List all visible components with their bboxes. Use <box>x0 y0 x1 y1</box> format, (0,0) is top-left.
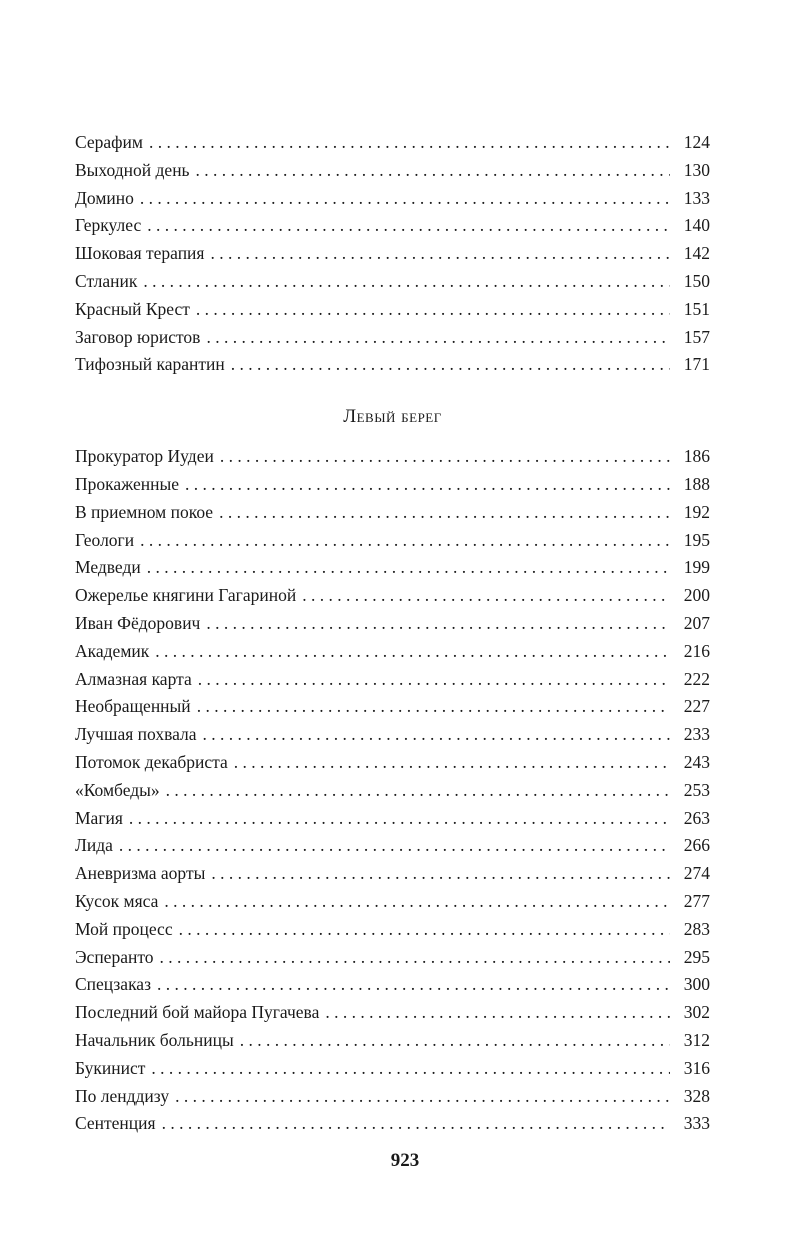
toc-entry <box>75 693 710 721</box>
dot-leader <box>240 1027 670 1055</box>
toc-entry <box>75 554 710 582</box>
toc-entry-title: Начальник больницы <box>75 1029 234 1050</box>
dot-leader <box>143 268 670 296</box>
toc-entry-page: 277 <box>683 890 710 911</box>
toc-entry <box>75 1027 710 1055</box>
toc-entry-title: Геологи <box>75 529 135 550</box>
toc-entry-title: Ожерелье княгини Гагариной <box>75 585 297 606</box>
toc-entry-title: Кусок мяса <box>75 890 159 911</box>
toc-entry-page: 171 <box>683 354 710 375</box>
toc-entry <box>75 888 710 916</box>
toc-entry-title: Заговор юристов <box>75 326 201 347</box>
toc-entry <box>75 185 710 213</box>
toc-entry <box>75 916 710 944</box>
dot-leader <box>196 296 670 324</box>
dot-leader <box>166 777 670 805</box>
dot-leader <box>179 916 670 944</box>
dot-leader <box>231 351 670 379</box>
toc-entry <box>75 1055 710 1083</box>
toc-entry <box>75 268 710 296</box>
toc-entry-page: 263 <box>683 807 710 828</box>
dot-leader <box>185 471 670 499</box>
dot-leader <box>234 749 670 777</box>
toc-entry-title: Медведи <box>75 557 141 578</box>
toc-entry-page: 199 <box>683 557 710 578</box>
toc-entry-page: 151 <box>683 298 710 319</box>
toc-entry-title: Серафим <box>75 132 143 152</box>
toc-entry-page: 150 <box>683 270 710 291</box>
toc-entry-page: 300 <box>683 974 710 995</box>
toc-list-part1 <box>75 129 710 379</box>
toc-entry <box>75 129 710 157</box>
toc-entry <box>75 805 710 833</box>
dot-leader <box>203 721 670 749</box>
toc-entry-title: Красный Крест <box>75 298 190 319</box>
dot-leader <box>149 129 670 157</box>
dot-leader <box>206 324 670 352</box>
toc-entry-title: Лида <box>75 835 113 856</box>
dot-leader <box>325 999 670 1027</box>
toc-entry-title: Прокаженные <box>75 473 180 494</box>
toc-entry-title: Букинист <box>75 1057 146 1078</box>
toc-entry <box>75 527 710 555</box>
toc-entry-page: 333 <box>683 1113 710 1134</box>
toc-entry-title: Аневризма аорты <box>75 863 206 884</box>
toc-entry-title: Тифозный карантин <box>75 354 225 375</box>
toc-entry-page: 253 <box>683 779 710 800</box>
toc-entry-page: 266 <box>683 835 710 856</box>
dot-leader <box>211 860 670 888</box>
toc-entry-title: Последний бой майора Пугачева <box>75 1002 320 1023</box>
toc-entry <box>75 212 710 240</box>
toc-entry-page: 157 <box>683 326 710 347</box>
dot-leader <box>219 499 670 527</box>
dot-leader <box>302 582 670 610</box>
toc-entry <box>75 296 710 324</box>
dot-leader <box>147 554 670 582</box>
dot-leader <box>162 1110 670 1138</box>
toc-entry <box>75 443 710 471</box>
toc-entry-title: Стланик <box>75 270 138 291</box>
toc-entry-page: 207 <box>683 612 710 633</box>
toc-entry-page: 188 <box>683 473 710 494</box>
toc-entry <box>75 944 710 972</box>
toc-entry <box>75 1083 710 1111</box>
toc-entry-page: 186 <box>683 446 710 467</box>
toc-entry <box>75 999 710 1027</box>
toc-entry-title: Эсперанто <box>75 946 154 967</box>
dot-leader <box>160 944 670 972</box>
toc-entry <box>75 471 710 499</box>
toc-entry <box>75 777 710 805</box>
toc-entry-page: 295 <box>683 946 710 967</box>
dot-leader <box>129 805 670 833</box>
dot-leader <box>196 157 670 185</box>
dot-leader <box>210 240 670 268</box>
toc-entry-title: Выходной день <box>75 159 190 180</box>
dot-leader <box>206 610 670 638</box>
section-heading: Левый берег <box>343 406 442 428</box>
toc-entry-page: 233 <box>683 724 710 745</box>
toc-entry-page: 302 <box>683 1002 710 1023</box>
dot-leader <box>155 638 670 666</box>
toc-entry-page: 140 <box>683 215 710 236</box>
toc-entry <box>75 324 710 352</box>
dot-leader <box>140 185 670 213</box>
toc-entry-page: 133 <box>683 187 710 208</box>
toc-entry-page: 216 <box>683 640 710 661</box>
toc-entry-title: Магия <box>75 807 123 828</box>
toc-entry-title: Алмазная карта <box>75 668 192 689</box>
toc-entry-page: 200 <box>683 585 710 606</box>
toc-entry-title: Домино <box>75 187 134 208</box>
dot-leader <box>151 1055 670 1083</box>
toc-entry-title: Спецзаказ <box>75 974 151 995</box>
dot-leader <box>198 666 670 694</box>
toc-entry <box>75 610 710 638</box>
toc-entry-page: 328 <box>683 1085 710 1106</box>
toc-entry <box>75 582 710 610</box>
toc-entry-page: 130 <box>683 159 710 180</box>
dot-leader <box>140 527 670 555</box>
toc-entry-title: В приемном покое <box>75 501 214 522</box>
dot-leader <box>197 693 670 721</box>
toc-entry <box>75 971 710 999</box>
toc-entry-page: 142 <box>683 243 710 264</box>
toc-entry-title: Шоковая терапия <box>75 243 205 264</box>
toc-entry-page: 274 <box>683 863 710 884</box>
table-of-contents <box>75 129 710 1138</box>
toc-entry-title: Мой процесс <box>75 918 173 939</box>
toc-entry <box>75 860 710 888</box>
dot-leader <box>220 443 670 471</box>
toc-entry-page: 227 <box>683 696 710 717</box>
toc-entry-page: 316 <box>683 1057 710 1078</box>
toc-entry-page: 222 <box>683 668 710 689</box>
toc-entry-title: Необращенный <box>75 696 191 717</box>
toc-list-part2 <box>75 443 710 1138</box>
toc-entry-page: 312 <box>683 1029 710 1050</box>
toc-entry <box>75 721 710 749</box>
dot-leader <box>164 888 670 916</box>
toc-entry <box>75 666 710 694</box>
toc-entry-page: 192 <box>683 501 710 522</box>
toc-entry <box>75 351 710 379</box>
toc-entry-title: Прокуратор Иудеи <box>75 446 214 467</box>
toc-entry-page: 124 <box>683 132 710 152</box>
toc-entry <box>75 749 710 777</box>
toc-entry-title: Потомок декабриста <box>75 751 228 772</box>
toc-entry <box>75 638 710 666</box>
toc-entry-title: Академик <box>75 640 150 661</box>
toc-entry <box>75 832 710 860</box>
toc-entry-page: 195 <box>683 529 710 550</box>
page-number: 923 <box>390 1150 420 1171</box>
toc-entry <box>75 499 710 527</box>
dot-leader <box>157 971 670 999</box>
toc-entry-title: Иван Фёдорович <box>75 612 201 633</box>
toc-entry-title: Лучшая похвала <box>75 724 197 745</box>
toc-entry <box>75 240 710 268</box>
toc-entry <box>75 1110 710 1138</box>
toc-entry-page: 243 <box>683 751 710 772</box>
toc-entry-title: По ленддизу <box>75 1085 170 1106</box>
dot-leader <box>175 1083 670 1111</box>
toc-entry-page: 283 <box>683 918 710 939</box>
toc-entry <box>75 157 710 185</box>
toc-entry-title: «Комбеды» <box>75 779 160 800</box>
dot-leader <box>147 212 670 240</box>
dot-leader <box>119 832 670 860</box>
toc-entry-title: Геркулес <box>75 215 142 236</box>
toc-entry-title: Сентенция <box>75 1113 156 1134</box>
